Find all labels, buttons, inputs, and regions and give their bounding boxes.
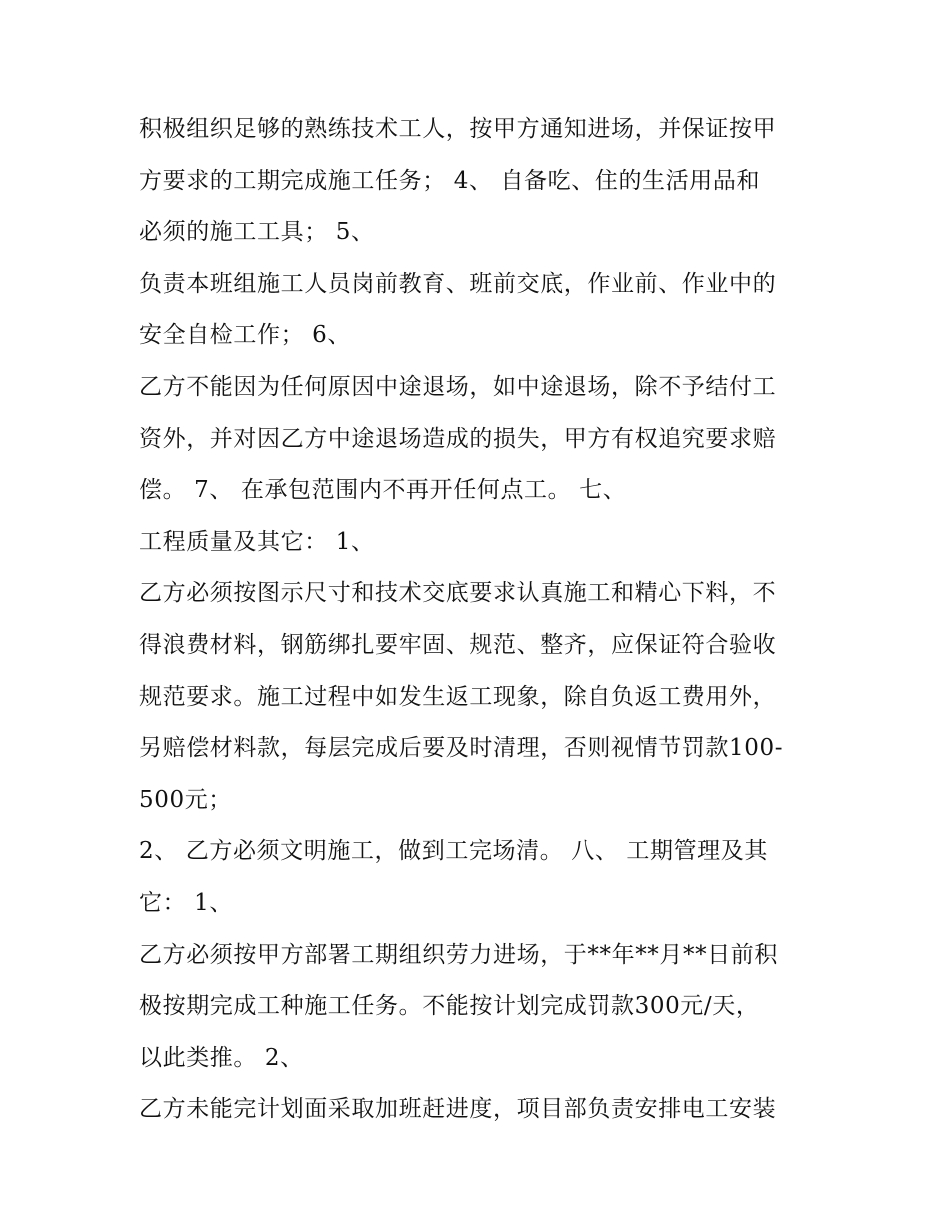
text-line: 极按期完成工种施工任务。不能按计划完成罚款300元/天， (139, 993, 760, 1020)
text-line: 乙方未能完计划面采取加班赶进度，项目部负责安排电工安装 (139, 1096, 777, 1123)
text-line: 积极组织足够的熟练技术工人，按甲方通知进场，并保证按甲 (139, 116, 777, 142)
text-line: 以此类推。 2、 (139, 1044, 304, 1071)
text-line: 500元； (139, 786, 232, 813)
text-line: 资外，并对因乙方中途退场造成的损失，甲方有权追究要求赔 (139, 425, 777, 452)
text-line: 必须的施工工具； 5、 (139, 219, 375, 246)
text-line: 规范要求。施工过程中如发生返工现象，除自负返工费用外， (139, 683, 777, 710)
text-line: 它： 1、 (139, 889, 233, 916)
text-line: 另赔偿材料款，每层完成后要及时清理，否则视情节罚款100- (139, 735, 784, 762)
text-line: 负责本班组施工人员岗前教育、班前交底，作业前、作业中的 (139, 270, 777, 297)
text-line: 偿。 7、 在承包范围内不再开任何点工。 七、 (139, 477, 627, 504)
document-body (139, 104, 829, 1136)
text-line: 2、 乙方必须文明施工，做到工完场清。 八、 工期管理及其 (139, 838, 768, 865)
text-line: 乙方不能因为任何原因中途退场，如中途退场，除不予结付工 (139, 373, 777, 400)
text-line: 乙方必须按甲方部署工期组织劳力进场，于**年**月**日前积 (139, 941, 778, 968)
text-line: 乙方必须按图示尺寸和技术交底要求认真施工和精心下料，不 (139, 580, 777, 607)
text-line: 工程质量及其它： 1、 (139, 528, 375, 555)
text-line: 得浪费材料，钢筋绑扎要牢固、规范、整齐，应保证符合验收 (139, 631, 777, 658)
text-line: 安全自检工作； 6、 (139, 322, 351, 349)
text-line: 方要求的工期完成施工任务； 4、 自备吃、住的生活用品和 (139, 167, 761, 194)
